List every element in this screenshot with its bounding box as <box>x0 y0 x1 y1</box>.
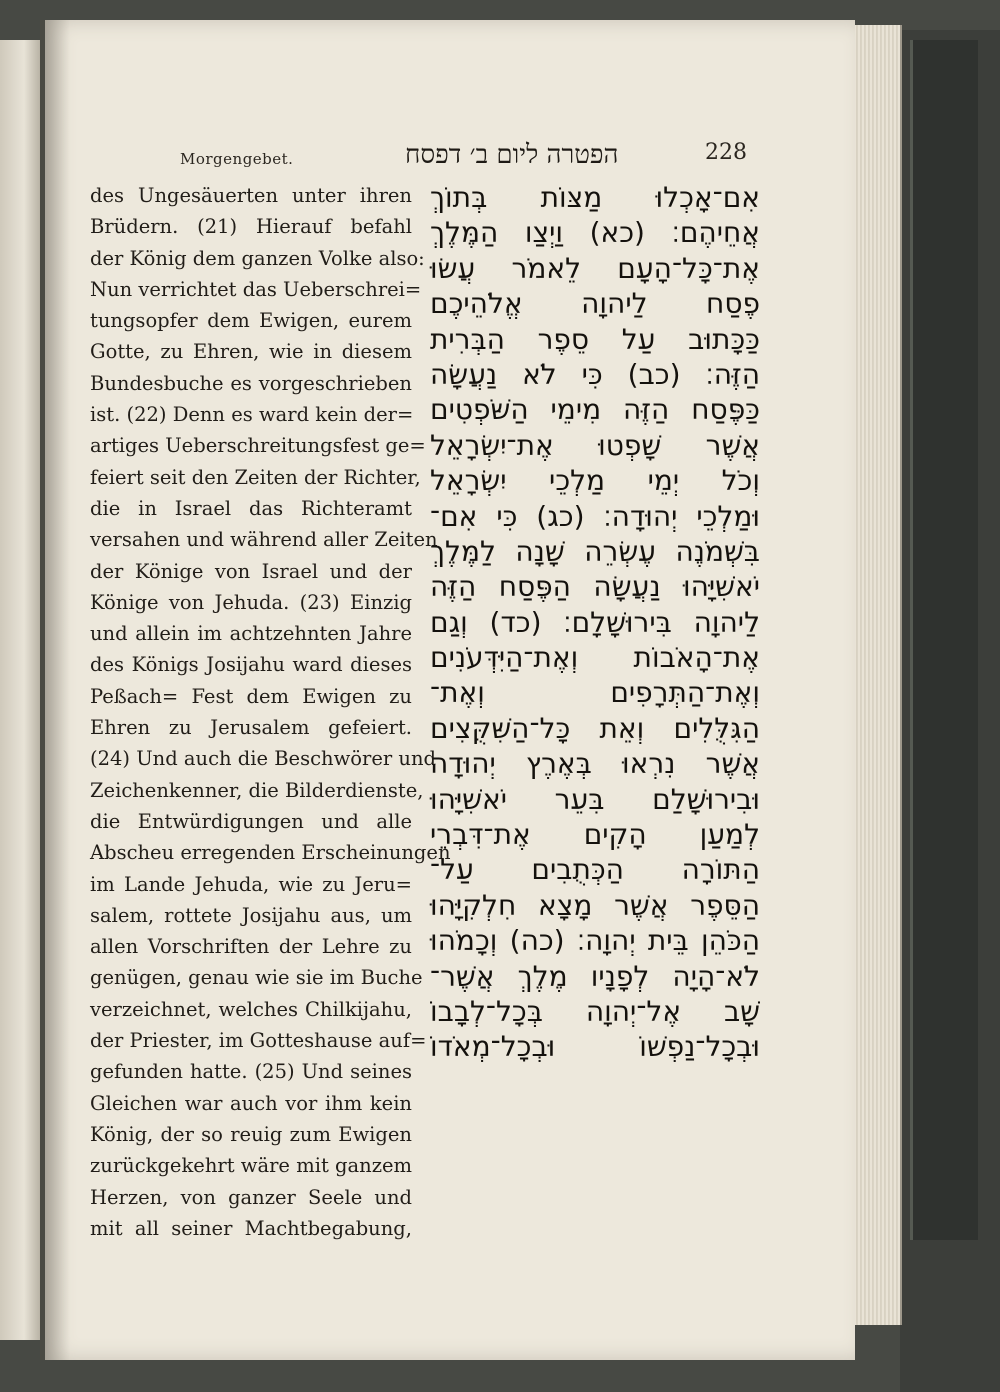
page-stack-edge <box>850 25 902 1325</box>
german-text-line: artiges Ueberschreitungsfest ge= <box>90 434 426 458</box>
running-title-hebrew: הפטרה ליום ב׳ דפסח <box>405 140 619 170</box>
hebrew-text-line: כַּפֶּסַח הַזֶּה מִימֵי הַשֹּׁפְטִים <box>430 393 760 427</box>
german-text-line: tungsopfer dem Ewigen, eurem <box>90 309 412 333</box>
hebrew-text-line: הַגִּלֻּלִים וְאֵת כָּל־הַשִּׁקֻּצִים <box>430 711 760 745</box>
hebrew-text-line: אֶת־כָּל־הָעָם לֵאמֹר עֲשׂוּ <box>430 251 760 285</box>
hebrew-text-line: יֹאשִׁיָּהוּ נַעֲשָׂה הַפֶּסַח הַזֶּה <box>430 570 760 604</box>
hebrew-text-line: וְכֹל יְמֵי מַלְכֵי יִשְׂרָאֵל <box>430 464 760 498</box>
previous-page-edge <box>0 40 40 1340</box>
german-text-line: Bundesbuche es vorgeschrieben <box>90 371 412 395</box>
german-text-line: Peßach= Fest dem Ewigen zu <box>90 684 412 708</box>
german-text-line: Herzen, von ganzer Seele und <box>90 1185 412 1209</box>
hebrew-text-line: אִם־אָכְלוּ מַצּוֹת בְּתוֹךְ <box>430 181 760 214</box>
german-text-line: mit all seiner Machtbegabung, <box>90 1216 412 1240</box>
hebrew-text-line: וּבִירוּשָׁלִַם בִּעֵר יֹאשִׁיָּהוּ <box>430 782 760 816</box>
hebrew-text-line: פֶסַח לַיהוָה אֱלֹהֵיכֶם <box>430 287 760 321</box>
hebrew-text-line: לֹא־הָיָה לְפָנָיו מֶלֶךְ אֲשֶׁר־ <box>430 959 760 993</box>
german-text-line: Nun verrichtet das Ueberschrei= <box>90 277 422 301</box>
page-header <box>180 140 750 180</box>
german-text-line: und allein im achtzehnten Jahre <box>90 622 412 646</box>
hebrew-text-line: הַתּוֹרָה הַכְּתֻבִים עַל־ <box>430 853 760 887</box>
german-text-line: versahen und während aller Zeiten <box>90 528 438 552</box>
german-translation-column <box>90 180 451 1244</box>
german-text-line: verzeichnet, welches Chilkijahu, <box>90 997 412 1021</box>
german-text-line: Brüdern. (21) Hierauf befahl <box>90 215 412 239</box>
german-text-line: ist. (22) Denn es ward kein der= <box>90 403 414 427</box>
german-text-line: des Ungesäuerten unter ihren <box>90 184 412 207</box>
hebrew-text-column <box>430 180 760 1065</box>
hebrew-text-line: לְמַעַן הָקִים אֶת־דִּבְרֵי <box>430 818 760 852</box>
german-text-line: im Lande Jehuda, wie zu Jeru= <box>90 872 412 896</box>
german-text-line: der Könige von Israel und der <box>90 559 412 583</box>
german-text-line: feiert seit den Zeiten der Richter, <box>90 465 421 489</box>
german-text-line: Könige von Jehuda. (23) Einzig <box>90 590 412 614</box>
german-text-line: allen Vorschriften der Lehre zu <box>90 935 412 959</box>
hebrew-text-line: וּמַלְכֵי יְהוּדָה׃ (כג) כִּי אִם־ <box>430 499 760 533</box>
hebrew-text-line: הַכֹּהֵן בֵּית יְהוָה׃ (כה) וְכָמֹהוּ <box>430 924 760 958</box>
hebrew-text-line: אֲחֵיהֶם׃ (כא) וַיְצַו הַמֶּלֶךְ <box>430 216 760 250</box>
german-text-line: gefunden hatte. (25) Und seines <box>90 1060 412 1084</box>
page-number: 228 <box>705 140 747 165</box>
german-text-line: (24) Und auch die Beschwörer und <box>90 747 436 771</box>
hebrew-text-line: שָׁב אֶל־יְהוָה בְּכָל־לְבָבוֹ <box>430 994 760 1028</box>
german-text-line: Zeichenkenner, die Bilderdienste, <box>90 778 424 802</box>
german-text-line: der Priester, im Gotteshause auf= <box>90 1029 427 1053</box>
hebrew-text-line: אֶת־הָאֹבוֹת וְאֶת־הַיִּדְּעֹנִים <box>430 641 760 675</box>
german-text-line: des Königs Josijahu ward dieses <box>90 653 412 677</box>
hebrew-text-line: וּבְכָל־נַפְשׁוֹ וּבְכָל־מְאֹדוֹ <box>430 1030 760 1064</box>
hebrew-text-line: הַסֵּפֶר אֲשֶׁר מָצָא חִלְקִיָּהוּ <box>430 888 760 922</box>
hebrew-text-line: בִּשְׁמֹנֶה עֶשְׂרֵה שָׁנָה לַמֶּלֶךְ <box>430 534 760 568</box>
hebrew-text-line: לַיהוָה בִּירוּשָׁלִָם׃ (כד) וְגַם <box>430 605 760 639</box>
hebrew-text-line: אֲשֶׁר שָׁפְטוּ אֶת־יִשְׂרָאֵל <box>430 428 760 462</box>
hebrew-text-line: אֲשֶׁר נִרְאוּ בְּאֶרֶץ יְהוּדָה <box>430 747 760 781</box>
german-text-line: Ehren zu Jerusalem gefeiert. <box>90 716 412 740</box>
german-text-line: Gleichen war auch vor ihm kein <box>90 1091 412 1115</box>
german-text-line: genügen, genau wie sie im Buche <box>90 966 423 990</box>
german-text-line: Abscheu erregenden Erscheinungen <box>90 841 451 865</box>
hebrew-text-line: כַּכָּתוּב עַל סֵפֶר הַבְּרִית <box>430 322 760 356</box>
german-text-line: salem, rottete Josijahu aus, um <box>90 903 412 927</box>
book-binding <box>910 40 978 1240</box>
german-text-line: Gotte, zu Ehren, wie in diesem <box>90 340 412 364</box>
german-text-line: die in Israel das Richteramt <box>90 496 412 520</box>
hebrew-text-line: וְאֶת־הַתְּרָפִים וְאֶת־ <box>430 676 760 710</box>
hebrew-text-line: הַזֶּה׃ (כב) כִּי לֹא נַעֲשָׂה <box>430 357 760 391</box>
german-text-line: König, der so reuig zum Ewigen <box>90 1122 412 1146</box>
german-text-line: zurückgekehrt wäre mit ganzem <box>90 1154 412 1178</box>
running-title-german: Morgengebet. <box>180 150 294 168</box>
german-text-line: der König dem ganzen Volke also: <box>90 246 425 270</box>
german-text-line: die Entwürdigungen und alle <box>90 809 412 833</box>
spine-shadow <box>40 20 70 1360</box>
